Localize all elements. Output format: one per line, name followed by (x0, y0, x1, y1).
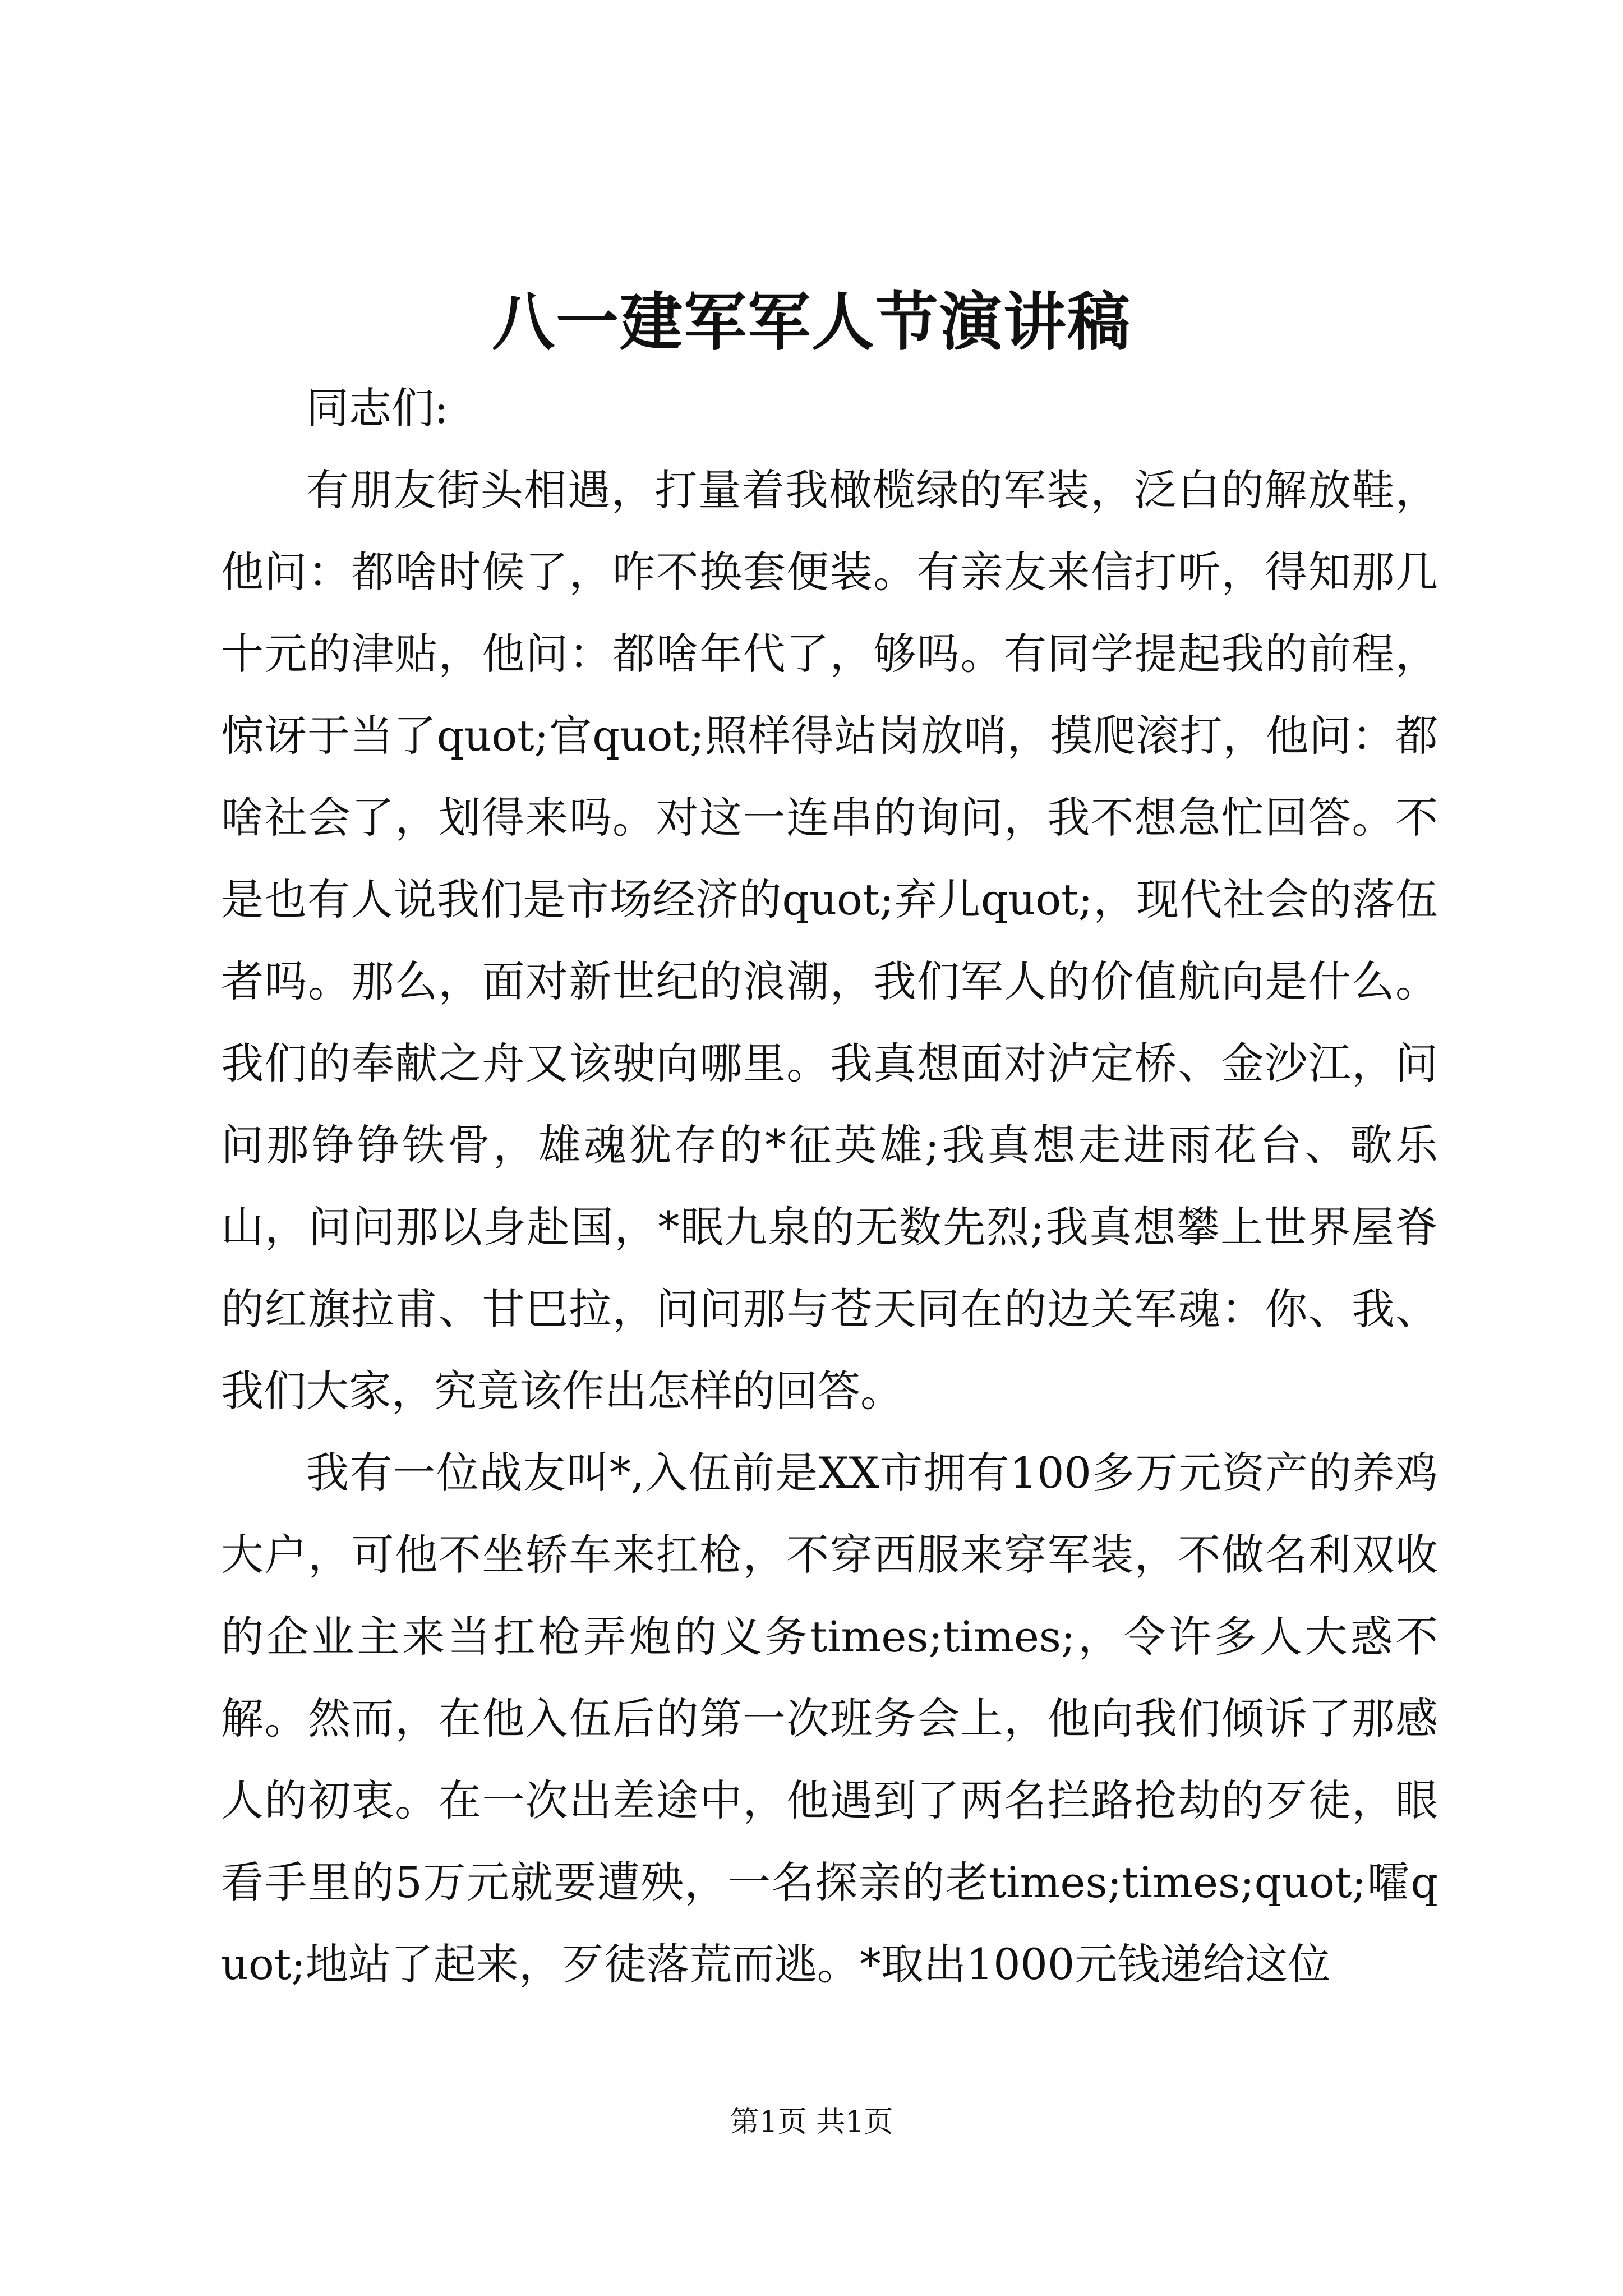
document-body (221, 367, 1438, 2005)
document-title: 八一建军军人节演讲稿 (492, 286, 1131, 359)
paragraph: 我有一位战友叫*,入伍前是XX市拥有100多万元资产的养鸡大户，可他不坐轿车来扛枪，不穿西服来穿军装，不做名利双收的企业主来当扛枪弄炮的义务times;times;，令许多人大惑不解。然而，在他入伍后的第一次班务会上，他向我们倾诉了那感人的初衷。在一次出差途中，他遇到了两名拦路抢劫的歹徒，眼看手里的5万元就要遭殃，一名探亲的老times;times;quot;嚯quot;地站了起来，歹徒落荒而逃。*取出1000元钱递给这位 (221, 1448, 1438, 1989)
paragraph: 有朋友街头相遇，打量着我橄榄绿的军装，泛白的解放鞋，他问：都啥时候了，咋不换套便装。有亲友来信打听，得知那几十元的津贴，他问：都啥年代了，够吗。有同学提起我的前程，惊讶于当了quot;官quot;照样得站岗放哨，摸爬滚打，他问：都啥社会了，划得来吗。对这一连串的询问，我不想急忙回答。不是也有人说我们是市场经济的quot;弃儿quot;，现代社会的落伍者吗。那么，面对新世纪的浪潮，我们军人的价值航向是什么。我们的奉献之舟又该驶向哪里。我真想面对泸定桥、金沙江，问问那铮铮铁骨，雄魂犹存的*征英雄;我真想走进雨花台、歌乐山，问问那以身赴国，*眠九泉的无数先烈;我真想攀上世界屋脊的红旗拉甫、甘巴拉，问问那与苍天同在的边关军魂：你、我、我们大家，究竟该作出怎样的回答。 (221, 465, 1438, 1416)
salutation: 同志们: (306, 383, 449, 433)
page-number-footer: 第1页 共1页 (730, 2105, 893, 2139)
